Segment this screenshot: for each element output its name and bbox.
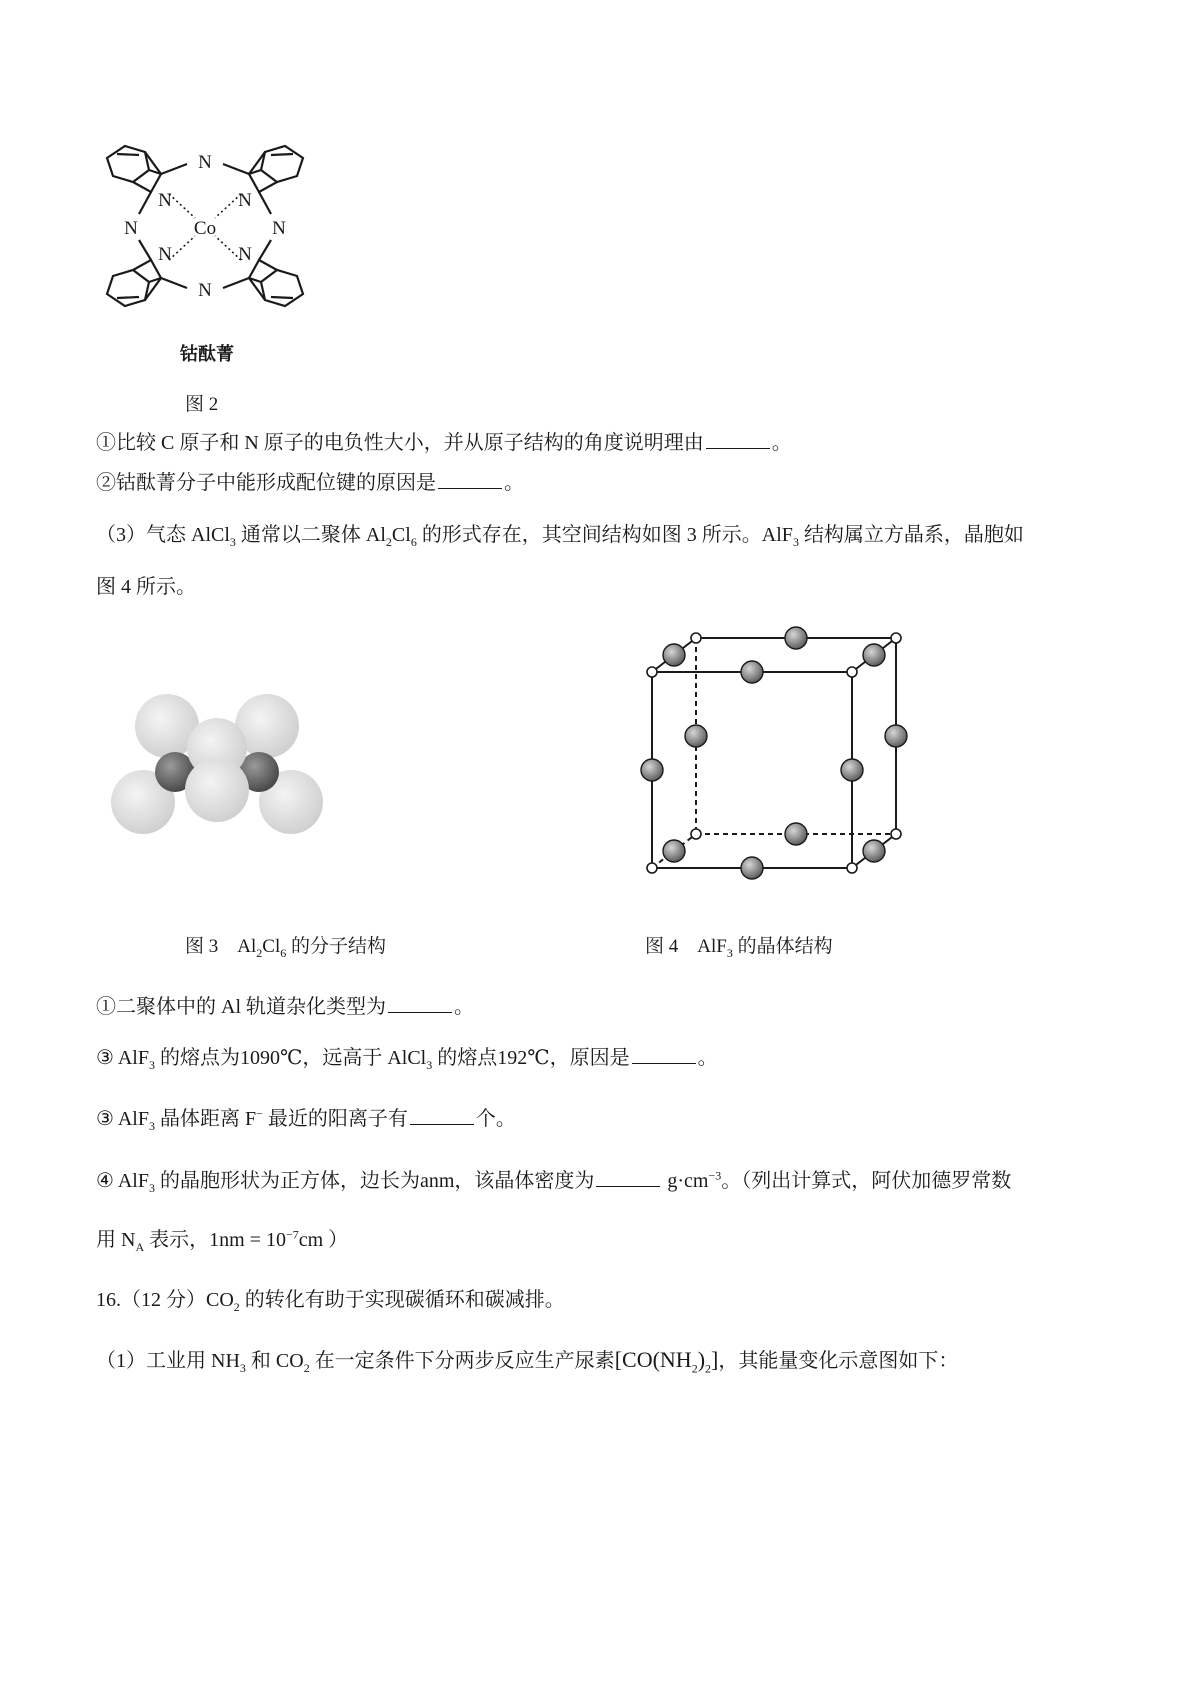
text: 的形式存在，其空间结构如图 3 所示。AlF bbox=[416, 524, 793, 546]
question-15-2-2 bbox=[96, 468, 524, 497]
figure-3-caption bbox=[185, 934, 386, 960]
urea-formula: $[CO(NH_2)_2]$ bbox=[614, 1347, 719, 1376]
al-cation-corner bbox=[691, 633, 701, 643]
f-anion-edge bbox=[785, 823, 807, 845]
al-cation-corner bbox=[847, 667, 857, 677]
figure-4-caption bbox=[645, 934, 833, 960]
chlorine-atom bbox=[185, 758, 249, 822]
text: 的晶体结构 bbox=[732, 936, 833, 957]
al-cation-corner bbox=[691, 829, 701, 839]
question-text: 的熔点为1090℃，远高于 AlCl bbox=[154, 1047, 427, 1069]
question-text: 晶体距离 F bbox=[154, 1108, 257, 1130]
question-text: ③ AlF bbox=[96, 1047, 149, 1069]
question-text: ①比较 C 原子和 N 原子的电负性大小，并从原子结构的角度说明理由 bbox=[96, 432, 704, 454]
figure-4-alf3-unit-cell bbox=[640, 628, 940, 896]
answer-blank[interactable] bbox=[388, 992, 452, 1013]
question-16-1 bbox=[96, 1346, 958, 1375]
atom-label-n: N bbox=[238, 244, 252, 265]
atom-label-n: N bbox=[158, 190, 172, 211]
subscript: 3 bbox=[426, 1058, 433, 1072]
question-text: 。（列出计算式，阿伏加德罗常数 bbox=[721, 1170, 1012, 1192]
question-15-3-2 bbox=[96, 1043, 718, 1072]
question-text: ①二聚体中的 Al 轨道杂化类型为 bbox=[96, 996, 386, 1018]
subscript: 3 bbox=[239, 1361, 246, 1375]
subscript: 3 bbox=[148, 1058, 155, 1072]
f-anion-edge bbox=[785, 627, 807, 649]
f-anion-edge bbox=[741, 857, 763, 879]
subscript: 2 bbox=[303, 1361, 310, 1375]
question-text: 。 bbox=[454, 996, 474, 1018]
subscript: 3 bbox=[726, 945, 733, 960]
question-16-head bbox=[96, 1286, 565, 1314]
answer-blank[interactable] bbox=[438, 468, 502, 489]
question-15-3-3 bbox=[96, 1104, 516, 1133]
atom-label-co: Co bbox=[193, 218, 217, 239]
f-anion-edge bbox=[885, 725, 907, 747]
atom-label-n: N bbox=[124, 218, 138, 239]
text: 通常以二聚体 Al bbox=[235, 524, 386, 546]
question-text: 16.（12 分）CO bbox=[96, 1289, 234, 1311]
subscript: 2 bbox=[256, 945, 263, 960]
f-anion-edge bbox=[863, 840, 885, 862]
question-15-3-1 bbox=[96, 992, 474, 1021]
subscript: 3 bbox=[229, 535, 236, 549]
question-text: ，其能量变化示意图如下： bbox=[718, 1350, 959, 1372]
text: Cl bbox=[262, 936, 281, 957]
question-text: ④ AlF bbox=[96, 1170, 149, 1192]
answer-blank[interactable] bbox=[410, 1104, 474, 1125]
subscript: A bbox=[135, 1240, 145, 1254]
superscript: −7 bbox=[285, 1227, 299, 1242]
question-text: 。 bbox=[697, 1047, 718, 1069]
subscript: 6 bbox=[280, 945, 287, 960]
question-15-3-intro-line2: 图 4 所示。 bbox=[96, 576, 196, 598]
subscript: 3 bbox=[148, 1119, 155, 1133]
subscript: 3 bbox=[792, 535, 799, 549]
question-text: cm ） bbox=[298, 1229, 349, 1251]
al-cation-corner bbox=[647, 863, 657, 873]
figure-2-caption: 图 2 bbox=[185, 394, 219, 415]
al-cation-corner bbox=[847, 863, 857, 873]
question-text: 。 bbox=[771, 432, 792, 454]
question-text: 和 CO bbox=[245, 1350, 304, 1372]
question-text: 在一定条件下分两步反应生产尿素 bbox=[309, 1350, 615, 1372]
f-anion-edge bbox=[641, 759, 663, 781]
question-text: 表示，1nm = 10 bbox=[144, 1229, 286, 1251]
text: 图 3 Al bbox=[185, 936, 257, 957]
f-anion-edge bbox=[863, 644, 885, 666]
text: Cl bbox=[391, 524, 411, 546]
compound-name-label: 钴酞菁 bbox=[180, 344, 234, 365]
subscript: 2 bbox=[233, 1300, 240, 1314]
subscript: 6 bbox=[410, 535, 417, 549]
atom-label-n: N bbox=[272, 218, 286, 239]
question-text: ②钴酞菁分子中能形成配位键的原因是 bbox=[96, 472, 436, 494]
question-text: 个。 bbox=[475, 1108, 516, 1130]
question-text: ③ AlF bbox=[96, 1108, 149, 1130]
question-text: （1）工业用 NH bbox=[96, 1350, 240, 1372]
al-cation-corner bbox=[647, 667, 657, 677]
question-15-2-1 bbox=[96, 428, 792, 457]
subscript: 2 bbox=[385, 535, 392, 549]
answer-blank[interactable] bbox=[596, 1166, 660, 1187]
f-anion-edge bbox=[685, 725, 707, 747]
superscript: −3 bbox=[708, 1168, 722, 1183]
superscript: − bbox=[256, 1106, 263, 1121]
answer-blank[interactable] bbox=[632, 1043, 696, 1064]
al-cation-corner bbox=[891, 633, 901, 643]
text: 图 4 AlF bbox=[645, 936, 727, 957]
answer-blank[interactable] bbox=[706, 428, 770, 449]
f-anion-edge bbox=[841, 759, 863, 781]
al-cation-corner bbox=[891, 829, 901, 839]
question-text: 。 bbox=[504, 472, 524, 494]
question-text: 的转化有助于实现碳循环和碳减排。 bbox=[239, 1289, 565, 1311]
unit-text: g·cm bbox=[662, 1170, 709, 1192]
question-15-3-intro bbox=[96, 521, 1024, 549]
question-15-3-4 bbox=[96, 1166, 1011, 1195]
question-text: 的熔点192℃，原因是 bbox=[432, 1047, 630, 1069]
question-text: 用 N bbox=[96, 1229, 136, 1251]
f-anion-edge bbox=[663, 644, 685, 666]
question-15-3-4-line2 bbox=[96, 1226, 348, 1254]
subscript: 3 bbox=[148, 1181, 155, 1195]
figure-2-phthalocyanine-structure bbox=[95, 128, 315, 328]
question-text: 最近的阳离子有 bbox=[262, 1108, 408, 1130]
text: （3）气态 AlCl bbox=[96, 524, 230, 546]
f-anion-edge bbox=[663, 840, 685, 862]
text: 的分子结构 bbox=[286, 936, 386, 957]
atom-label-n: N bbox=[198, 152, 212, 173]
text: 结构属立方晶系，晶胞如 bbox=[798, 524, 1024, 546]
atom-label-n: N bbox=[238, 190, 252, 211]
atom-label-n: N bbox=[198, 280, 212, 301]
f-anion-edge bbox=[741, 661, 763, 683]
question-text: 的晶胞形状为正方体，边长为anm，该晶体密度为 bbox=[154, 1170, 595, 1192]
atom-label-n: N bbox=[158, 244, 172, 265]
figure-3-al2cl6-model bbox=[105, 688, 325, 848]
